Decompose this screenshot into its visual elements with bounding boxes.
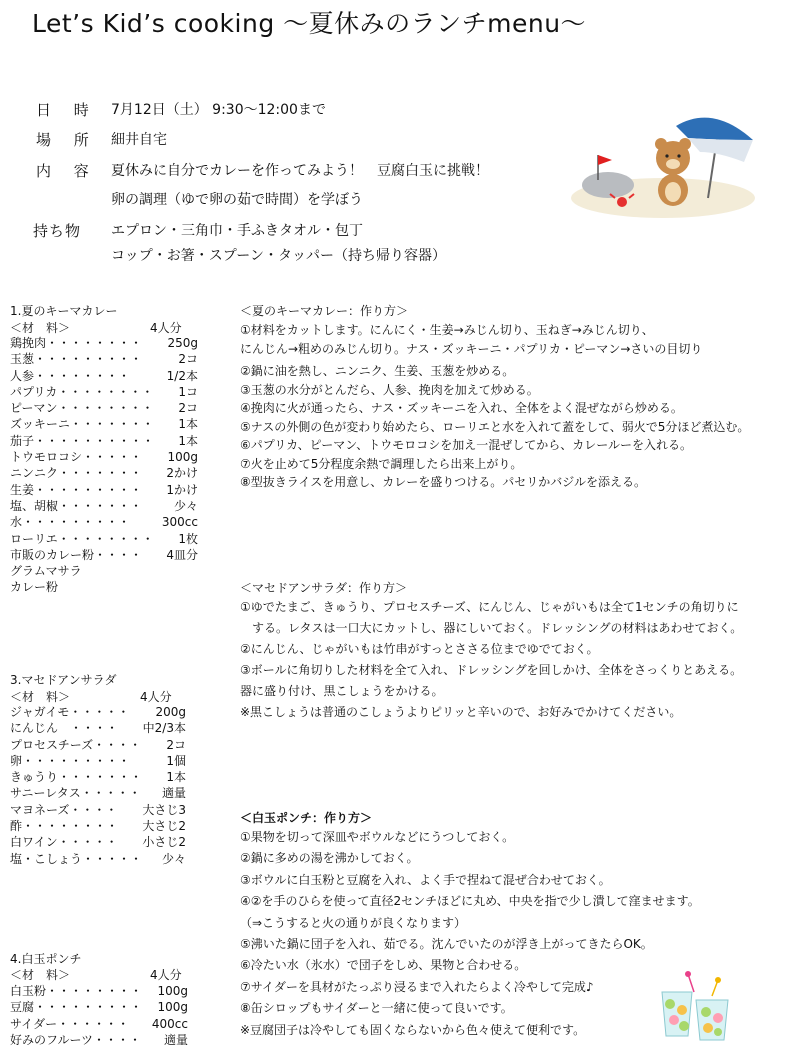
ingredient-name: ピーマン・・・・・・・・ — [10, 401, 154, 416]
ingredient-row — [10, 384, 198, 400]
recipe-1-method-title: ＜夏のキーマカレー：作り方＞ — [240, 304, 409, 318]
ingredient-amount: 適量 — [163, 1032, 188, 1047]
ingredient-amount: 4皿分 — [166, 547, 198, 562]
ingredient-name: カレー粉 — [10, 580, 59, 595]
ingredient-name: トウモロコシ・・・・・ — [10, 450, 143, 465]
ingredient-amount: 300cc — [161, 515, 198, 530]
method-step: ①材料をカットします。にんにく・生姜→みじん切り、玉ねぎ→みじん切り、 — [240, 323, 654, 337]
bear-with-beach-umbrella-icon — [568, 110, 764, 220]
ingredient-name: サニーレタス・・・・・ — [10, 786, 141, 801]
ingredient-amount: 400cc — [151, 1016, 188, 1031]
method-step: ⑧缶シロップもサイダーと一緒に使って良いです。 — [240, 1001, 513, 1016]
method-step: ⑥冷たい水（氷水）で団子をしめ、果物と合わせる。 — [240, 958, 527, 973]
method-step: ⑤沸いた鍋に団子を入れ、茹でる。沈んでいたのが浮き上がってきたらOK。 — [240, 937, 653, 952]
belongings-value-1: エプロン・三角巾・手ふきタオル・包丁 — [111, 223, 363, 239]
ingredient-name: 人参・・・・・・・・ — [10, 368, 131, 383]
ingredient-row — [10, 449, 198, 465]
ingredient-row — [10, 351, 198, 367]
ingredient-amount: 1個 — [166, 753, 186, 768]
method-step: ※豆腐団子は冷やしても固くならないから色々使えて便利です。 — [240, 1022, 586, 1037]
ingredient-amount: 小さじ2 — [142, 835, 186, 850]
recipe-1-servings: 4人分 — [150, 321, 182, 335]
ingredient-amount: 1枚 — [178, 531, 198, 546]
recipe-3-steps — [240, 597, 742, 723]
content-label: 内 容 — [36, 162, 98, 180]
shiratama-punch-glasses-icon — [656, 970, 736, 1044]
place-value: 細井自宅 — [111, 132, 167, 148]
ingredient-amount: 1かけ — [166, 482, 198, 497]
ingredient-name: 塩・こしょう・・・・・ — [10, 851, 143, 866]
date-label: 日 時 — [36, 101, 98, 119]
method-step: ②にんじん、じゃがいもは竹串がすっとささる位までゆでておく。 — [240, 642, 599, 656]
place-label: 場 所 — [36, 131, 98, 149]
content-value-1: 夏休みに自分でカレーを作ってみよう！ 豆腐白玉に挑戦！ — [111, 163, 489, 179]
method-step: ①果物を切って深皿やボウルなどにうつしておく。 — [240, 830, 515, 844]
ingredient-row — [10, 802, 186, 818]
belongings-value-2: コップ・お箸・スプーン・タッパー（持ち帰り容器） — [111, 248, 447, 264]
ingredient-row — [10, 769, 186, 785]
ingredient-name: にんじん ・・・・ — [10, 721, 119, 736]
ingredient-row — [10, 785, 186, 801]
page-title: Let’s Kid’s cooking ～夏休みのランチmenu～ — [32, 9, 587, 38]
ingredient-name: 好みのフルーツ・・・・ — [10, 1032, 142, 1047]
method-step: ⑧型抜きライスを用意し、カレーを盛りつける。パセリかバジルを添える。 — [240, 475, 646, 489]
ingredient-amount: 200g — [155, 705, 186, 719]
ingredient-name: 酢・・・・・・・・ — [10, 819, 119, 834]
ingredient-amount: 適量 — [161, 786, 186, 801]
ingredient-row — [10, 563, 198, 579]
ingredient-name: 鶏挽肉・・・・・・・・ — [10, 336, 143, 350]
ingredient-amount: 少々 — [161, 851, 186, 866]
method-step: 器に盛り付け、黒こしょうをかける。 — [240, 684, 444, 698]
ingredient-amount: 1本 — [178, 433, 198, 448]
ingredient-amount — [150, 563, 198, 579]
method-step: （⇒こうすると火の通りが良くなります） — [240, 915, 467, 930]
recipe-4-materials-label: ＜材 料＞ — [10, 968, 71, 982]
ingredient-name: マヨネーズ・・・・ — [10, 802, 118, 817]
ingredient-amount: 大さじ3 — [142, 802, 186, 817]
ingredient-amount: 1本 — [166, 770, 186, 785]
ingredient-row — [10, 851, 186, 867]
ingredient-name: 茄子・・・・・・・・・・ — [10, 433, 155, 448]
recipe-4-servings: 4人分 — [150, 968, 182, 982]
ingredient-amount: 100g — [157, 984, 188, 998]
ingredient-amount: 2コ — [166, 737, 186, 752]
ingredient-row — [10, 737, 186, 753]
ingredient-amount: 2かけ — [166, 466, 198, 481]
ingredient-amount — [150, 579, 198, 595]
ingredient-row — [10, 433, 198, 449]
ingredient-name: ジャガイモ・・・・・ — [10, 705, 130, 719]
recipe-4-steps — [240, 827, 700, 1041]
ingredient-row — [10, 704, 186, 720]
ingredient-amount: 2コ — [178, 352, 198, 367]
content-value-2: 卵の調理（ゆで卵の茹で時間）を学ぼう — [111, 192, 363, 208]
method-step: ⑦サイダーを具材がたっぷり浸るまで入れたらよく冷やして完成♪ — [240, 979, 594, 994]
ingredient-row — [10, 465, 198, 481]
ingredient-amount: 100g — [157, 1000, 188, 1015]
ingredient-amount: 大さじ2 — [142, 819, 186, 834]
method-step: ※黒こしょうは普通のこしょうよりピリッと辛いので、お好みでかけてください。 — [240, 705, 682, 719]
ingredient-amount: 1本 — [178, 417, 198, 432]
ingredient-name: 白玉粉・・・・・・・・ — [10, 984, 143, 998]
ingredient-row — [10, 514, 198, 530]
ingredient-row — [10, 547, 198, 563]
ingredient-name: 水・・・・・・・・・ — [10, 515, 131, 530]
ingredient-name: パプリカ・・・・・・・・ — [10, 384, 154, 399]
ingredient-name: 卵・・・・・・・・・ — [10, 753, 131, 768]
belongings-label: 持ち物 — [33, 222, 82, 240]
method-step: ②鍋に油を熱し、ニンニク、生姜、玉葱を炒める。 — [240, 364, 515, 378]
method-step: にんじん→粗めのみじん切り。ナス・ズッキーニ・パプリカ・ピーマン→さいの目切り — [240, 341, 703, 356]
ingredient-name: プロセスチーズ・・・・ — [10, 737, 142, 752]
method-step: ③ボウルに白玉粉と豆腐を入れ、よく手で捏ねて混ぜ合わせておく。 — [240, 872, 611, 887]
ingredient-name: ニンニク・・・・・・・ — [10, 466, 143, 481]
ingredient-name: 市販のカレー粉・・・・ — [10, 547, 143, 562]
recipe-1-materials-label: ＜材 料＞ — [10, 321, 71, 335]
recipe-3-ingredient-list — [10, 704, 186, 867]
ingredient-row — [10, 983, 188, 999]
ingredient-name: 生姜・・・・・・・・・ — [10, 482, 143, 497]
recipe-4-ingredient-list — [10, 983, 188, 1048]
ingredient-row — [10, 1032, 188, 1048]
ingredient-row — [10, 720, 186, 736]
ingredient-name: ローリエ・・・・・・・・ — [10, 531, 154, 546]
ingredient-name: サイダー・・・・・・ — [10, 1016, 130, 1031]
method-step: ⑦火を止めて5分程度余熱で調理したら出来上がり。 — [240, 456, 523, 471]
recipe-4-method-title: ＜白玉ポンチ：作り方＞ — [240, 811, 373, 825]
ingredient-row — [10, 368, 198, 384]
ingredient-amount: 1/2本 — [166, 368, 198, 383]
ingredient-name: グラムマサラ — [10, 564, 82, 579]
recipe-3-materials-label: ＜材 料＞ — [10, 690, 71, 704]
method-step: ③玉葱の水分がとんだら、人参、挽肉を加えて炒める。 — [240, 382, 539, 397]
recipe-3-heading: 3.マセドアンサラダ — [10, 673, 117, 687]
ingredient-name: ズッキーニ・・・・・・・ — [10, 417, 154, 432]
ingredient-row — [10, 416, 198, 432]
ingredient-row — [10, 999, 188, 1015]
method-step: する。レタスは一口大にカットし、器にしいておく。ドレッシングの材料はあわせておく。 — [240, 621, 743, 635]
recipe-3-method-title: ＜マセドアンサラダ：作り方＞ — [240, 581, 408, 595]
date-value: 7月12日（土） 9:30～12:00まで — [111, 102, 326, 118]
ingredient-name: 玉葱・・・・・・・・・ — [10, 352, 143, 367]
ingredient-row — [10, 482, 198, 498]
method-step: ④挽肉に火が通ったら、ナス・ズッキーニを入れ、全体をよく混ぜながら炒める。 — [240, 401, 683, 415]
ingredient-row — [10, 818, 186, 834]
ingredient-row — [10, 531, 198, 547]
method-step: ④②を手のひらを使って直径2センチほどに丸め、中央を指で少し潰して窪ませます。 — [240, 894, 700, 909]
ingredient-row — [10, 753, 186, 769]
ingredient-row — [10, 579, 198, 595]
ingredient-row — [10, 335, 198, 351]
ingredient-name: 白ワイン・・・・・ — [10, 835, 118, 850]
ingredient-row — [10, 400, 198, 416]
ingredient-row — [10, 498, 198, 514]
ingredient-name: きゅうり・・・・・・・ — [10, 770, 143, 785]
method-step: ⑤ナスの外側の色が変わり始めたら、ローリエと水を入れて蓋をして、弱火で5分ほど煮込む。 — [240, 419, 750, 434]
recipe-1-ingredient-list — [10, 335, 198, 596]
ingredient-row — [10, 834, 186, 850]
method-step: ③ボールに角切りした材料を全て入れ、ドレッシングを回しかけ、全体をさっくりとあえる。 — [240, 663, 743, 677]
ingredient-name: 塩、胡椒・・・・・・・ — [10, 498, 143, 513]
ingredient-name: 豆腐・・・・・・・・・ — [10, 1000, 143, 1015]
method-step: ①ゆでたまご、きゅうり、プロセスチーズ、にんじん、じゃがいもは全て1センチの角切りに — [240, 600, 739, 614]
ingredient-amount: 100g — [167, 450, 198, 465]
ingredient-amount: 中2/3本 — [142, 721, 186, 736]
ingredient-amount: 2コ — [178, 401, 198, 416]
method-step: ⑥パプリカ、ピーマン、トウモロコシを加え一混ぜしてから、カレールーを入れる。 — [240, 438, 693, 452]
recipe-1-steps — [240, 321, 749, 492]
recipe-1-heading: 1.夏のキーマカレー — [10, 304, 118, 318]
ingredient-row — [10, 1016, 188, 1032]
method-step: ②鍋に多めの湯を沸かしておく。 — [240, 851, 419, 866]
ingredient-amount: 1コ — [178, 384, 198, 399]
recipe-3-servings: 4人分 — [140, 690, 172, 704]
ingredient-amount: 250g — [167, 336, 198, 350]
recipe-4-heading: 4.白玉ポンチ — [10, 952, 82, 966]
ingredient-amount: 少々 — [173, 498, 198, 513]
